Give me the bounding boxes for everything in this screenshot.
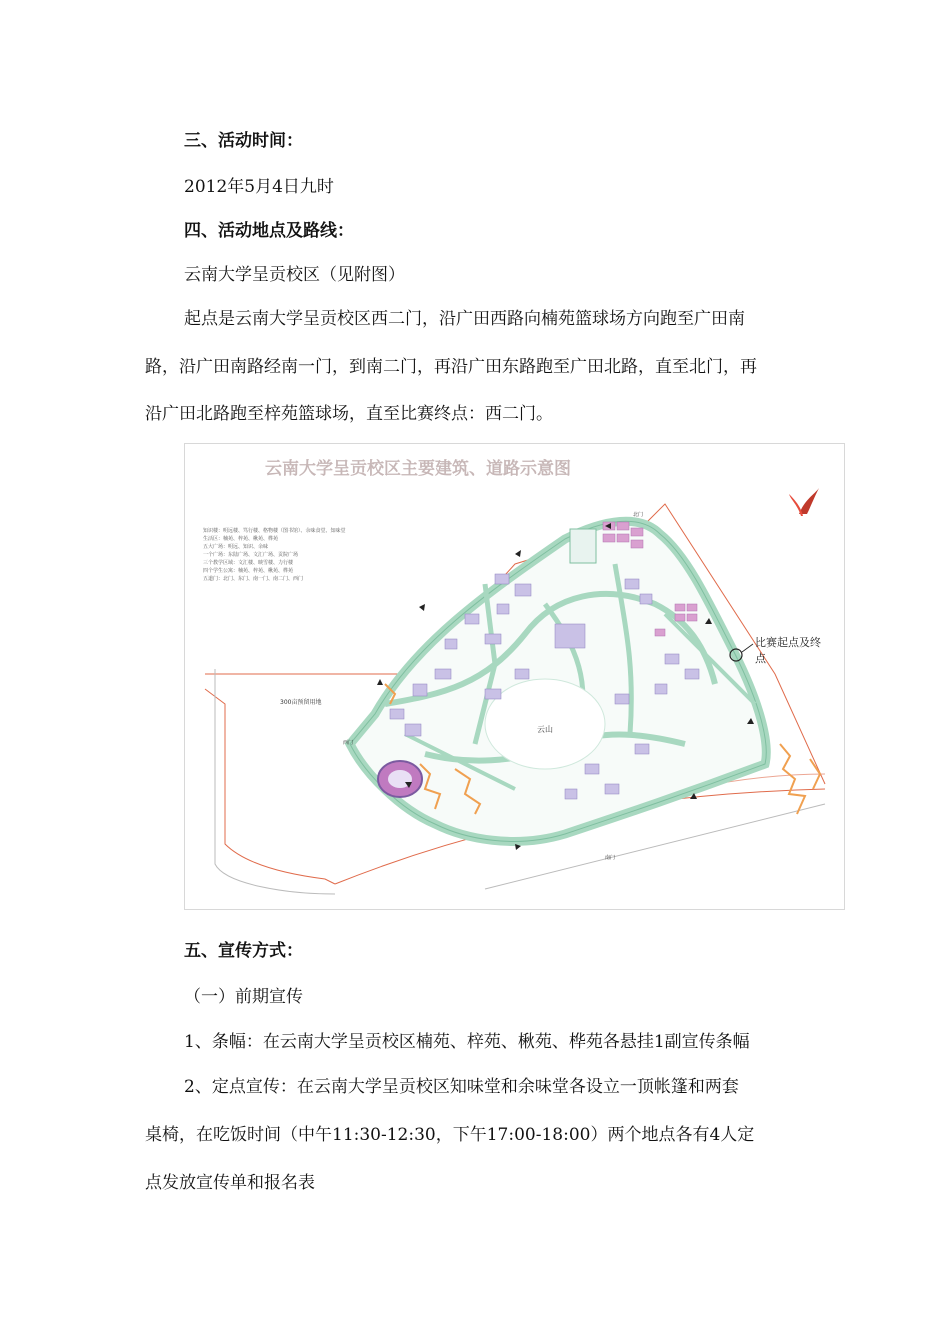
start-finish-label-1: 比赛起点及终 — [755, 636, 821, 649]
route-line-2: 路，沿广田南路经南一门，到南二门，再沿广田东路跑至广田北路，直至北门，再 — [145, 357, 757, 377]
activity-time: 2012年5月4日九时 — [184, 177, 334, 197]
university-logo — [789, 488, 819, 516]
svg-text:三个教学区域：文汇楼、映雪楼、力行楼: 三个教学区域：文汇楼、映雪楼、力行楼 — [203, 560, 294, 566]
activity-place: 云南大学呈贡校区（见附图） — [184, 265, 405, 285]
svg-text:五大广场：明远、知识、余味: 五大广场：明远、知识、余味 — [203, 544, 269, 550]
svg-text:一个广场：东陆广场、文汇广场、贡院广场: 一个广场：东陆广场、文汇广场、贡院广场 — [203, 552, 299, 558]
route-line-3: 沿广田北路跑至梓苑篮球场，直至比赛终点：西二门。 — [145, 404, 553, 424]
gate-label-south: 南门 — [605, 855, 616, 861]
gate-label-west: 西门 — [343, 740, 354, 746]
publicity-item-2-line-2: 桌椅，在吃饭时间（中午11:30-12:30，下午17:00-18:00）两个地点各有4人定 — [145, 1125, 755, 1145]
svg-text:生活区：楠苑、梓苑、楸苑、桦苑: 生活区：楠苑、梓苑、楸苑、桦苑 — [203, 536, 279, 542]
pre-publicity-heading: （一）前期宣传 — [184, 987, 303, 1007]
reserved-area-label: 300亩预留用地 — [280, 699, 322, 706]
map-legend — [203, 527, 346, 582]
start-finish-label-2: 点 — [755, 652, 766, 665]
svg-text:知识楼：明远楼、笃行楼、格物楼（图书馆）、余味食堂、知味堂: 知识楼：明远楼、笃行楼、格物楼（图书馆）、余味食堂、知味堂 — [203, 528, 346, 534]
svg-text:五道门：北门、东门、南一门、南二门、西门: 五道门：北门、东门、南一门、南二门、西门 — [203, 576, 304, 582]
route-line-1: 起点是云南大学呈贡校区西二门，沿广田西路向楠苑篮球场方向跑至广田南 — [184, 309, 745, 329]
publicity-item-1: 1、条幅：在云南大学呈贡校区楠苑、梓苑、楸苑、桦苑各悬挂1副宣传条幅 — [184, 1032, 750, 1052]
campus-map — [184, 443, 845, 910]
publicity-item-2-line-1: 2、定点宣传：在云南大学呈贡校区知味堂和余味堂各设立一顶帐篷和两套 — [184, 1077, 739, 1097]
center-label: 云山 — [537, 725, 553, 734]
section-three-heading: 三、活动时间： — [184, 131, 303, 151]
section-four-heading: 四、活动地点及路线： — [184, 221, 354, 241]
gate-label-north: 北门 — [633, 512, 644, 518]
svg-text:四个学生公寓：楠苑、梓苑、楸苑、桦苑: 四个学生公寓：楠苑、梓苑、楸苑、桦苑 — [203, 568, 294, 574]
publicity-item-2-line-3: 点发放宣传单和报名表 — [145, 1173, 315, 1193]
section-five-heading: 五、宣传方式： — [184, 941, 303, 961]
map-title: 云南大学呈贡校区主要建筑、道路示意图 — [265, 459, 571, 479]
stadium — [378, 761, 422, 797]
